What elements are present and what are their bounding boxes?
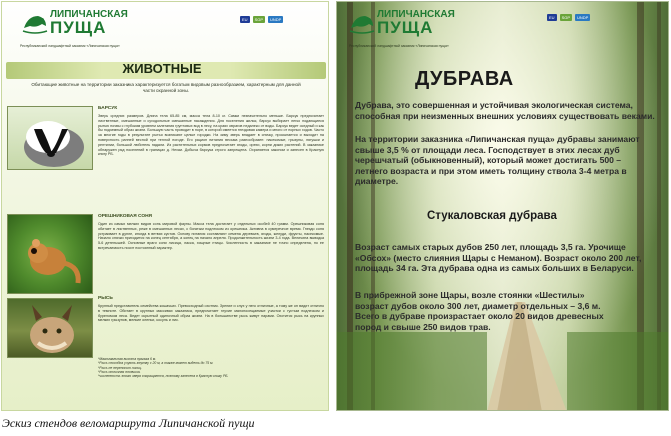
logo	[349, 10, 455, 36]
logo	[22, 10, 128, 36]
bison-logo-icon	[349, 10, 375, 36]
logo-title-line2: ПУЩА	[377, 17, 434, 37]
logo-subtitle: Республиканский ландшафтный заказник «Липичанская пуща»	[20, 44, 120, 48]
intro-text: Обитающие животные на территории заказника характеризуется богатым видовым разнообразием, характерным для данной части охранной зоны.	[31, 82, 301, 94]
dormouse-photo	[7, 214, 93, 294]
partner-sgp-logo: SGP	[561, 15, 571, 20]
oak-ages-text: Возраст самых старых дубов 250 лет, площадь 3,5 га. Урочище «Обсох» (место слияния Щары с Неманом). Возраст около 200 лет, площадь 34 га. Эта дубрава одна из самых больших в Беларуси.	[355, 242, 642, 274]
partner-undp-logo: UNDP	[577, 15, 589, 20]
logo-subtitle: Республиканский ландшафтный заказник «Липичанская пуща»	[349, 44, 449, 48]
oak-species-text: В прибрежной зоне Щары, возле стоянки «Шестилы» возраст дубов около 300 лет, диаметр отдельных – 3,6 м. Всего в дубраве произрастает около 20 видов древесных пород и свыше 250 видов трав.	[355, 290, 604, 332]
intro-text: Дубрава, это совершенная и устойчивая экологическая система, способная при неизменных внешних условиях существовать веками.	[355, 100, 655, 121]
oak-info-text: На территории заказника «Липичанская пуща» дубравы занимают свыше 3,5 % от площади леса. Господствует в этих лесах дуб черешчатый (обыкновенный), который может достигать 500 – летнего возраста и при этом иметь толщину ствола 3-4 метра в диаметре.	[355, 134, 640, 187]
footnote: *Рысь отличная пловчиха.	[98, 369, 141, 374]
partner-logos	[240, 16, 283, 23]
section-heading-dormouse: ОРЕШНИКОВАЯ СОНЯ	[98, 214, 152, 219]
section-heading-lynx: РЫСЬ	[98, 296, 113, 301]
logo-title-line1: ЛИПИЧАНСКАЯ	[50, 9, 128, 20]
section-text-lynx: Крупный представитель семейства кошачьих. Превосходный охотник. Зрение и слух у него отличные, а тому же он видит отлично в темноте. Обитает в крупных массивах заказника, предпочитает глухие малопосещаемые участки с густым подлеском и буреломом леса. Ведет скрытный одиночный образ жизни. На в большинстве рысь живут парами. Охотится рысь на крупных мелких грызунов, мелкие оленьи, косуль и лис.	[98, 304, 324, 323]
footnotes	[98, 357, 324, 378]
partner-undp-logo: UNDP	[270, 17, 282, 22]
partner-sgp-logo: SGP	[254, 17, 264, 22]
footnote: *Рысь способна учуять жертву с 20 м, а также может видеть до 75 м.	[98, 361, 214, 366]
figure-caption: Эскиз стендов веломаршрута Липичанской пущи	[2, 416, 255, 430]
footnote: *численность этого зверя сокращается, поэтому занесена в Красную книгу РБ.	[98, 374, 229, 379]
section-text-badger: Зверь средних размеров. Длина тела 65-85 см, масса тела 8-10 кг. Самки незначительно меньше. Барсук предпочитает лиственные, смешанные и суходольные смешанные насаждения. Для поселения жилья, барсук выбирает легко подающиеся рытью почвы с глубоким уровнем залегания грунтовых вод в лесу, на краях оврагов недалеко от воды. Барсук ведет оседлый и как бы подземный образ жизни. Большую часть проводит в норе, в которой имеется гнездовая камера и много от норных ходов. Часто за многие годы в результате рытья возникают целые городки. На зиму зверь впадает в спячку, просыпается и выходит на поверхность ранней весной при теплой погоде. Его рацион питания весьма разнообразен: насекомые, грызуны, лягушки и рептилии, большой любитель падали. Из растительных кормов предпочитает ягоды, орехи, корни диких растений. В заказнике обнаружен ряд поселений в границах д. Нехаи. Добыча барсука строго запрещена. Охраняется законом и занесен в Красную книгу РБ.	[98, 114, 324, 157]
logo-title-line1: ЛИПИЧАНСКАЯ	[377, 9, 455, 20]
section-subtitle: Стукаловская дубрава	[427, 210, 557, 222]
panel-title: ЖИВОТНЫЕ	[122, 61, 202, 76]
section-heading-badger: БАРСУК	[98, 106, 118, 111]
badger-photo	[7, 106, 93, 170]
stand-oak-grove	[336, 1, 669, 411]
partner-logos	[547, 14, 590, 21]
lynx-photo	[7, 298, 93, 358]
partner-eu-logo: EU	[549, 15, 555, 20]
partner-eu-logo: EU	[242, 17, 248, 22]
stand-animals	[1, 1, 329, 411]
bison-logo-icon	[22, 10, 48, 36]
panel-title: ДУБРАВА	[415, 68, 514, 90]
section-text-dormouse: Один из самых мелких видов сонь мировой фауны. Масса тела достигает у отдельных особей 40 грамм. Орешниковая соня обитает в лиственных, реже в смешанных лесах, с богатым подлеском из орешника. Активна в сумеречное время. Гнездо соня устраивает в дупле, иногда в ветвях кустов. Основу питания составляют семена деревьев, ягоды, желуди, фрукты, насекомые. Начало спячки приходится на конец сентября, а конец на начало апреля. Продолжительность жизни 3-4 года. Величина выводка 5-6 детенышей. Основные враги сони лисица, ласка, хищные птицы. Численность в заказнике не точно определена, но ее встречаемость носит постоянный характер.	[98, 222, 324, 250]
footnote: *Максимальная высота прыжка 6 м.	[98, 357, 157, 361]
logo-title-line2: ПУЩА	[50, 17, 107, 37]
footnote: *Рысь не переносит лисиц.	[98, 365, 143, 370]
forest-road-background	[337, 2, 669, 411]
